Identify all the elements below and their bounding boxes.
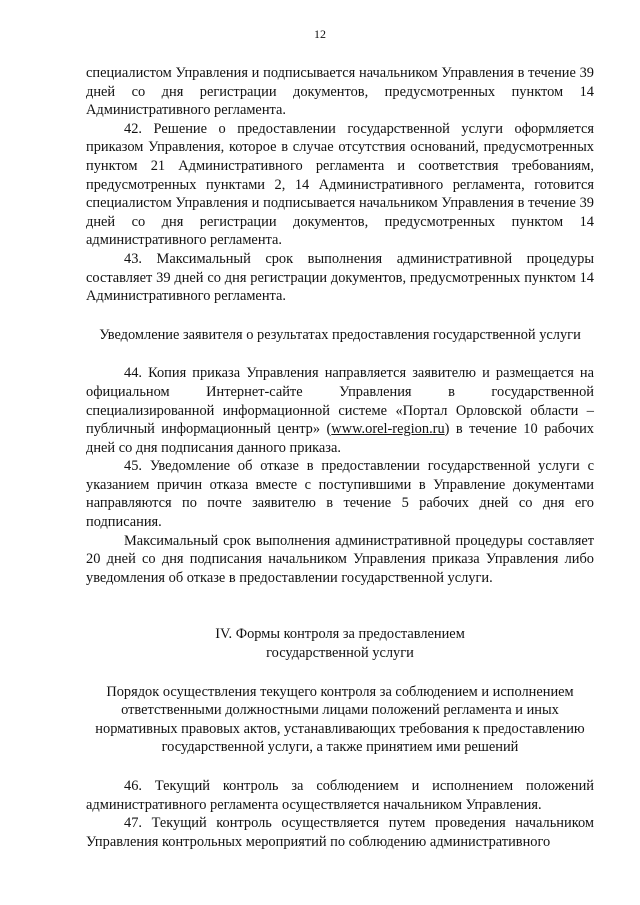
paragraph-45: 45. Уведомление об отказе в предоставлении государственной услуги с указанием причин отказа вместе с поступившими в Управление документами направляются по почте заявителю в течение 5 рабочих дней со дня его подписания.	[86, 458, 594, 531]
section-4-title-line-1: IV. Формы контроля за предоставлением	[215, 626, 465, 643]
paragraph-43: 43. Максимальный срок выполнения административной процедуры составляет 39 дней со дня регистрации документов, предусмотренных пунктом 14 Административного регламента.	[86, 250, 594, 305]
paragraph-45-max-term: Максимальный срок выполнения административной процедуры составляет 20 дней со дня подписания начальником Управления приказа Управления либо уведомления об отказе в предоставлении государственной услуги.	[86, 532, 594, 586]
paragraph-continuation: специалистом Управления и подписывается начальником Управления в течение 39 дней со дня регистрации документов, предусмотренных пунктом 14 Административного регламента.	[86, 65, 594, 119]
paragraph-44-text-start: 44. Копия приказа Управления направляется заявителю и размещается на официальном Интернет-сайте Управления в государственной специализированной информационной системе «Портал Орловской области – публичный информационный центр» (	[86, 365, 594, 438]
section-4-title-line-2: государственной услуги	[266, 645, 414, 662]
paragraph-44-text-end: ) в течение 10 рабочих дней со дня подписания данного приказа.	[86, 421, 594, 456]
page-number: 12	[314, 27, 326, 41]
heading-notification: Уведомление заявителя о результатах предоставления государственной услуги	[99, 326, 581, 343]
paragraph-47: 47. Текущий контроль осуществляется путем проведения начальником Управления контрольных мероприятий по соблюдению административного	[86, 815, 594, 850]
portal-link[interactable]: www.orel-region.ru	[331, 421, 445, 438]
document-body	[86, 64, 594, 851]
paragraph-42: 42. Решение о предоставлении государственной услуги оформляется приказом Управления, которое в случае отсутствия оснований, предусмотренных пунктом 21 Административного регламента и соответствия требованиям, предусмотренных пунктами 2, 14 Административного регламента, готовится специалистом Управления и подписывается начальником Управления в течение 39 дней со дня регистрации документов, предусмотренных пунктом 14 административного регламента.	[86, 120, 594, 249]
paragraph-44	[86, 364, 594, 457]
heading-control-procedure: Порядок осуществления текущего контроля за соблюдением и исполнением ответственными должностными лицами положений регламента и иных нормативных правовых актов, устанавливающих требования к предоставлению государственной услуги, а также принятием ими решений	[95, 683, 585, 756]
paragraph-46: 46. Текущий контроль за соблюдением и исполнением положений административного регламента осуществляется начальником Управления.	[86, 778, 594, 813]
